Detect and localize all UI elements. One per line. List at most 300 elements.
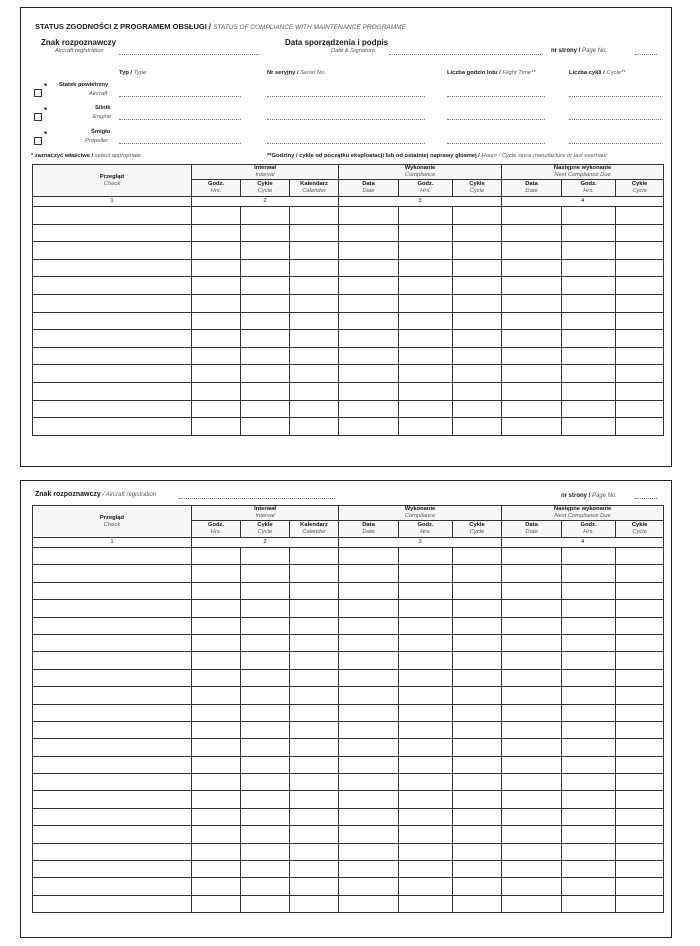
table-cell[interactable] [290,669,339,686]
table-cell[interactable] [399,347,453,365]
table-cell[interactable] [339,330,399,348]
table-cell[interactable] [616,826,664,843]
table-cell[interactable] [616,843,664,860]
table-cell[interactable] [339,895,399,912]
table-cell[interactable] [192,721,241,738]
table-cell[interactable] [453,739,502,756]
table-cell[interactable] [241,756,290,773]
propeller-hours-field[interactable] [447,143,545,144]
table-cell[interactable] [33,791,192,808]
table-cell[interactable] [502,207,562,225]
table-cell[interactable] [616,382,664,400]
table-cell[interactable] [33,669,192,686]
table-cell[interactable] [241,382,290,400]
table-cell[interactable] [399,669,453,686]
table-cell[interactable] [453,294,502,312]
table-cell[interactable] [33,365,192,383]
table-cell[interactable] [290,565,339,582]
table-cell[interactable] [192,418,241,436]
table-cell[interactable] [616,400,664,418]
table-cell[interactable] [33,347,192,365]
table-cell[interactable] [616,791,664,808]
table-cell[interactable] [562,861,616,878]
table-cell[interactable] [399,617,453,634]
table-cell[interactable] [616,277,664,295]
table-cell[interactable] [339,634,399,651]
table-cell[interactable] [453,400,502,418]
table-cell[interactable] [33,242,192,260]
table-cell[interactable] [339,652,399,669]
table-cell[interactable] [33,861,192,878]
registration-field-p2[interactable] [179,498,335,499]
table-cell[interactable] [562,365,616,383]
table-cell[interactable] [399,582,453,599]
table-cell[interactable] [192,600,241,617]
table-cell[interactable] [33,259,192,277]
table-cell[interactable] [399,312,453,330]
table-cell[interactable] [33,721,192,738]
table-cell[interactable] [502,634,562,651]
table-cell[interactable] [192,312,241,330]
table-cell[interactable] [339,617,399,634]
table-cell[interactable] [562,739,616,756]
table-cell[interactable] [562,895,616,912]
table-cell[interactable] [502,582,562,599]
table-cell[interactable] [453,634,502,651]
table-cell[interactable] [339,861,399,878]
table-cell[interactable] [192,330,241,348]
table-cell[interactable] [33,600,192,617]
table-cell[interactable] [616,687,664,704]
table-cell[interactable] [339,721,399,738]
table-cell[interactable] [241,312,290,330]
table-cell[interactable] [290,861,339,878]
table-cell[interactable] [192,294,241,312]
table-cell[interactable] [192,704,241,721]
table-cell[interactable] [453,774,502,791]
table-cell[interactable] [33,808,192,825]
table-cell[interactable] [192,365,241,383]
table-cell[interactable] [616,808,664,825]
table-cell[interactable] [453,652,502,669]
table-cell[interactable] [399,861,453,878]
table-cell[interactable] [502,861,562,878]
table-cell[interactable] [399,687,453,704]
table-cell[interactable] [290,704,339,721]
aircraft-serial-field[interactable] [267,96,425,97]
table-cell[interactable] [502,721,562,738]
table-cell[interactable] [616,878,664,895]
table-cell[interactable] [562,277,616,295]
table-cell[interactable] [562,704,616,721]
table-cell[interactable] [616,259,664,277]
table-cell[interactable] [192,259,241,277]
table-cell[interactable] [339,774,399,791]
table-cell[interactable] [453,548,502,565]
table-cell[interactable] [616,224,664,242]
table-cell[interactable] [453,242,502,260]
table-cell[interactable] [502,895,562,912]
table-cell[interactable] [290,259,339,277]
table-cell[interactable] [192,687,241,704]
table-cell[interactable] [502,652,562,669]
table-cell[interactable] [192,861,241,878]
table-cell[interactable] [241,704,290,721]
table-cell[interactable] [290,721,339,738]
table-cell[interactable] [241,878,290,895]
table-cell[interactable] [339,347,399,365]
table-cell[interactable] [192,582,241,599]
page-number-field[interactable] [635,54,657,55]
table-cell[interactable] [339,600,399,617]
table-cell[interactable] [502,224,562,242]
table-cell[interactable] [290,242,339,260]
table-cell[interactable] [453,277,502,295]
table-cell[interactable] [290,878,339,895]
engine-checkbox[interactable] [34,113,42,121]
table-cell[interactable] [192,774,241,791]
table-cell[interactable] [290,548,339,565]
table-cell[interactable] [290,843,339,860]
table-cell[interactable] [502,259,562,277]
table-cell[interactable] [453,843,502,860]
table-cell[interactable] [290,600,339,617]
table-cell[interactable] [562,207,616,225]
table-cell[interactable] [33,617,192,634]
table-cell[interactable] [33,634,192,651]
table-cell[interactable] [616,895,664,912]
table-cell[interactable] [290,791,339,808]
table-cell[interactable] [339,756,399,773]
table-cell[interactable] [562,756,616,773]
table-cell[interactable] [399,878,453,895]
table-cell[interactable] [399,365,453,383]
table-cell[interactable] [562,582,616,599]
aircraft-checkbox[interactable] [34,89,42,97]
table-cell[interactable] [241,774,290,791]
table-cell[interactable] [290,739,339,756]
table-cell[interactable] [192,347,241,365]
table-cell[interactable] [339,277,399,295]
table-cell[interactable] [241,330,290,348]
table-cell[interactable] [562,634,616,651]
table-cell[interactable] [290,382,339,400]
table-cell[interactable] [399,600,453,617]
table-cell[interactable] [453,669,502,686]
table-cell[interactable] [33,400,192,418]
table-cell[interactable] [290,652,339,669]
table-cell[interactable] [399,400,453,418]
table-cell[interactable] [241,224,290,242]
table-cell[interactable] [502,400,562,418]
table-cell[interactable] [502,878,562,895]
table-cell[interactable] [339,365,399,383]
table-cell[interactable] [562,347,616,365]
table-cell[interactable] [502,277,562,295]
table-cell[interactable] [192,400,241,418]
table-cell[interactable] [241,365,290,383]
table-cell[interactable] [33,895,192,912]
table-cell[interactable] [339,791,399,808]
table-cell[interactable] [339,418,399,436]
table-cell[interactable] [192,565,241,582]
table-cell[interactable] [241,617,290,634]
table-cell[interactable] [502,548,562,565]
table-cell[interactable] [192,617,241,634]
table-cell[interactable] [339,207,399,225]
table-cell[interactable] [616,242,664,260]
table-cell[interactable] [290,895,339,912]
table-cell[interactable] [562,224,616,242]
table-cell[interactable] [339,739,399,756]
table-cell[interactable] [616,739,664,756]
table-cell[interactable] [562,294,616,312]
table-cell[interactable] [453,791,502,808]
table-cell[interactable] [290,617,339,634]
table-cell[interactable] [453,756,502,773]
table-cell[interactable] [290,826,339,843]
table-cell[interactable] [616,548,664,565]
table-cell[interactable] [562,826,616,843]
table-cell[interactable] [192,895,241,912]
table-cell[interactable] [502,312,562,330]
table-cell[interactable] [616,704,664,721]
table-cell[interactable] [192,224,241,242]
table-cell[interactable] [241,808,290,825]
table-cell[interactable] [33,739,192,756]
table-cell[interactable] [399,294,453,312]
table-cell[interactable] [453,259,502,277]
table-cell[interactable] [399,634,453,651]
table-cell[interactable] [562,600,616,617]
table-cell[interactable] [33,294,192,312]
table-cell[interactable] [562,565,616,582]
table-cell[interactable] [192,548,241,565]
table-cell[interactable] [241,895,290,912]
table-cell[interactable] [290,294,339,312]
table-cell[interactable] [399,224,453,242]
table-cell[interactable] [453,600,502,617]
table-cell[interactable] [290,418,339,436]
table-cell[interactable] [33,224,192,242]
table-cell[interactable] [453,721,502,738]
table-cell[interactable] [399,652,453,669]
table-cell[interactable] [453,704,502,721]
table-cell[interactable] [502,756,562,773]
table-cell[interactable] [241,294,290,312]
table-cell[interactable] [33,687,192,704]
table-cell[interactable] [502,826,562,843]
table-cell[interactable] [453,617,502,634]
table-cell[interactable] [241,400,290,418]
table-cell[interactable] [33,826,192,843]
table-cell[interactable] [399,704,453,721]
table-cell[interactable] [562,242,616,260]
table-cell[interactable] [339,312,399,330]
table-cell[interactable] [241,418,290,436]
table-cell[interactable] [399,207,453,225]
table-cell[interactable] [399,808,453,825]
table-cell[interactable] [562,259,616,277]
table-cell[interactable] [192,826,241,843]
table-cell[interactable] [192,669,241,686]
table-cell[interactable] [339,242,399,260]
table-cell[interactable] [33,207,192,225]
table-cell[interactable] [241,861,290,878]
table-cell[interactable] [241,669,290,686]
table-cell[interactable] [339,400,399,418]
table-cell[interactable] [399,259,453,277]
propeller-type-field[interactable] [119,143,241,144]
table-cell[interactable] [192,242,241,260]
table-cell[interactable] [453,418,502,436]
table-cell[interactable] [33,878,192,895]
table-cell[interactable] [241,634,290,651]
table-cell[interactable] [562,843,616,860]
table-cell[interactable] [616,418,664,436]
table-cell[interactable] [290,347,339,365]
table-cell[interactable] [616,652,664,669]
table-cell[interactable] [241,791,290,808]
table-cell[interactable] [339,878,399,895]
table-cell[interactable] [241,259,290,277]
table-cell[interactable] [339,826,399,843]
table-cell[interactable] [502,330,562,348]
table-cell[interactable] [399,756,453,773]
date-signature-field[interactable] [389,54,541,55]
table-cell[interactable] [399,791,453,808]
table-cell[interactable] [192,843,241,860]
table-cell[interactable] [616,861,664,878]
table-cell[interactable] [339,843,399,860]
table-cell[interactable] [339,224,399,242]
table-cell[interactable] [616,756,664,773]
table-cell[interactable] [339,565,399,582]
table-cell[interactable] [339,582,399,599]
aircraft-cycles-field[interactable] [569,96,661,97]
table-cell[interactable] [290,365,339,383]
aircraft-hours-field[interactable] [447,96,545,97]
table-cell[interactable] [502,365,562,383]
propeller-cycles-field[interactable] [569,143,661,144]
table-cell[interactable] [502,617,562,634]
table-cell[interactable] [339,259,399,277]
table-cell[interactable] [290,808,339,825]
propeller-checkbox[interactable] [34,137,42,145]
table-cell[interactable] [616,721,664,738]
table-cell[interactable] [399,721,453,738]
table-cell[interactable] [241,652,290,669]
table-cell[interactable] [192,277,241,295]
table-cell[interactable] [562,878,616,895]
table-cell[interactable] [241,565,290,582]
table-cell[interactable] [33,756,192,773]
table-cell[interactable] [453,365,502,383]
table-cell[interactable] [502,687,562,704]
table-cell[interactable] [502,565,562,582]
table-cell[interactable] [339,294,399,312]
table-cell[interactable] [502,382,562,400]
engine-cycles-field[interactable] [569,119,661,120]
table-cell[interactable] [192,634,241,651]
table-cell[interactable] [453,347,502,365]
table-cell[interactable] [616,774,664,791]
table-cell[interactable] [192,207,241,225]
table-cell[interactable] [453,582,502,599]
table-cell[interactable] [399,843,453,860]
table-cell[interactable] [192,878,241,895]
table-cell[interactable] [453,312,502,330]
table-cell[interactable] [33,652,192,669]
table-cell[interactable] [399,565,453,582]
table-cell[interactable] [33,774,192,791]
table-cell[interactable] [616,330,664,348]
table-cell[interactable] [453,565,502,582]
table-cell[interactable] [241,721,290,738]
table-cell[interactable] [241,687,290,704]
table-cell[interactable] [192,382,241,400]
table-cell[interactable] [33,582,192,599]
table-cell[interactable] [33,548,192,565]
table-cell[interactable] [33,704,192,721]
table-cell[interactable] [453,808,502,825]
table-cell[interactable] [453,861,502,878]
table-cell[interactable] [616,347,664,365]
table-cell[interactable] [33,330,192,348]
table-cell[interactable] [616,634,664,651]
table-cell[interactable] [616,582,664,599]
table-cell[interactable] [562,652,616,669]
table-cell[interactable] [241,207,290,225]
table-cell[interactable] [290,400,339,418]
table-cell[interactable] [399,895,453,912]
table-cell[interactable] [339,808,399,825]
table-cell[interactable] [399,330,453,348]
table-cell[interactable] [241,242,290,260]
table-cell[interactable] [399,739,453,756]
table-cell[interactable] [399,277,453,295]
table-cell[interactable] [399,242,453,260]
table-cell[interactable] [399,382,453,400]
table-cell[interactable] [616,600,664,617]
table-cell[interactable] [33,843,192,860]
table-cell[interactable] [339,548,399,565]
table-cell[interactable] [562,312,616,330]
table-cell[interactable] [502,242,562,260]
table-cell[interactable] [241,600,290,617]
table-cell[interactable] [502,347,562,365]
table-cell[interactable] [290,330,339,348]
table-cell[interactable] [399,548,453,565]
table-cell[interactable] [562,418,616,436]
table-cell[interactable] [502,704,562,721]
table-cell[interactable] [33,418,192,436]
table-cell[interactable] [453,687,502,704]
aircraft-type-field[interactable] [119,96,241,97]
table-cell[interactable] [453,382,502,400]
table-cell[interactable] [616,617,664,634]
table-cell[interactable] [290,207,339,225]
engine-type-field[interactable] [119,119,241,120]
table-cell[interactable] [616,312,664,330]
table-cell[interactable] [453,826,502,843]
table-cell[interactable] [399,826,453,843]
table-cell[interactable] [502,669,562,686]
table-cell[interactable] [502,600,562,617]
table-cell[interactable] [192,756,241,773]
table-cell[interactable] [616,365,664,383]
table-cell[interactable] [502,739,562,756]
